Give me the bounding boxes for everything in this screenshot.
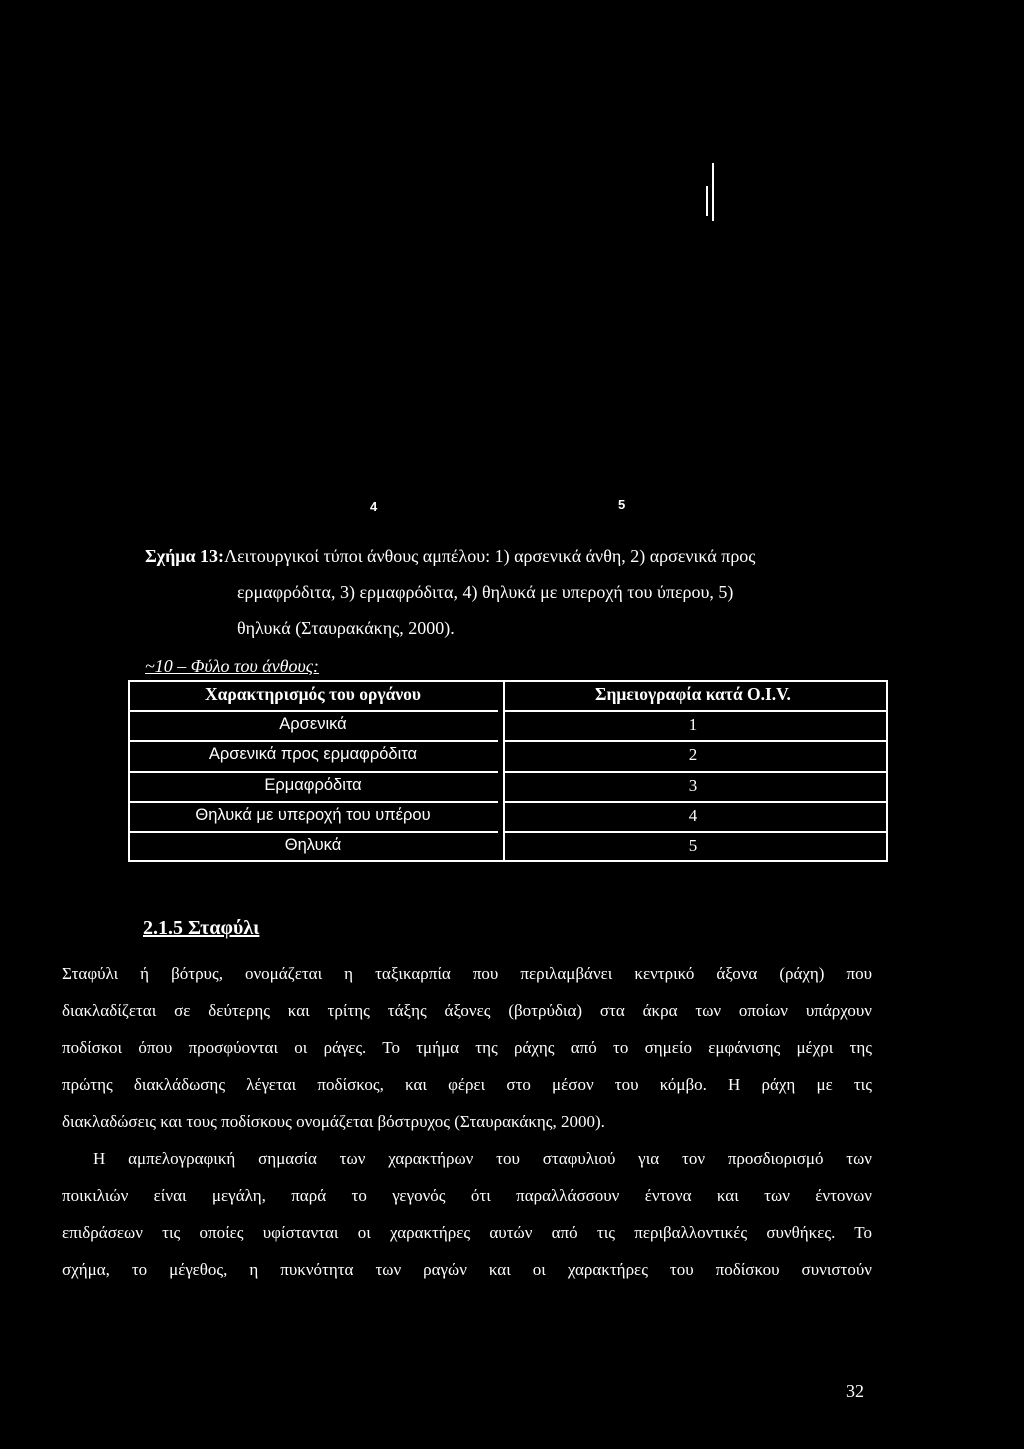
table-cell-organ: Θηλυκά — [284, 836, 342, 854]
paragraph-line: ποικιλιών είναι μεγάλη, παρά το γεγονός ότι παραλλάσσουν έντονα και των έντονων — [62, 1186, 872, 1205]
caption-label: Σχήμα 13: — [145, 546, 225, 566]
scan-mark — [706, 186, 708, 216]
paragraph-line: διακλαδίζεται σε δεύτερης και τρίτης τάξης άξονες (βοτρύδια) στα άκρα των οποίων υπάρχουν — [62, 1001, 872, 1020]
table-cell-organ: Αρσενικά προς ερμαφρόδιτα — [208, 745, 418, 763]
scan-mark — [712, 163, 714, 221]
table-cell-code: 4 — [688, 806, 698, 825]
paragraph-line: σχήμα, το μέγεθος, η πυκνότητα των ραγών και οι χαρακτήρες του ποδίσκου συνιστούν — [62, 1260, 872, 1279]
paragraph-line: διακλαδώσεις και τους ποδίσκους ονομάζεται βόστρυχος (Σταυρακάκης, 2000). — [62, 1112, 605, 1131]
table-cell-organ: Ερμαφρόδιτα — [264, 776, 362, 794]
paragraph-line: Σταφύλι ή βότρυς, ονομάζεται η ταξικαρπία που περιλαμβάνει κεντρικό άξονα (ράχη) που — [62, 964, 872, 983]
flower-sex-table — [128, 680, 888, 860]
table-header-organ: Χαρακτηρισμός του οργάνου — [205, 684, 421, 704]
caption-line-1: Λειτουργικοί τύποι άνθους αμπέλου: 1) αρσενικά άνθη, 2) αρσενικά προς — [224, 546, 756, 566]
page-number: 32 — [846, 1381, 864, 1401]
figure-caption — [145, 542, 755, 571]
paragraph-line: πρώτης διακλάδωσης λέγεται ποδίσκος, και φέρει στο μέσον του κόμβο. Η ράχη με τις — [62, 1075, 872, 1094]
table-cell-organ: Θηλυκά με υπεροχή του υπέρου — [195, 806, 431, 824]
table-cell-code: 5 — [688, 836, 698, 855]
caption-line-3: θηλυκά (Σταυρακάκης, 2000). — [237, 618, 455, 638]
caption-line-2: ερμαφρόδιτα, 3) ερμαφρόδιτα, 4) θηλυκά με υπεροχή του ύπερου, 5) — [237, 582, 734, 602]
table-cell-organ: Αρσενικά — [279, 715, 347, 733]
paragraph-line: Η αμπελογραφική σημασία των χαρακτήρων του σταφυλιού για τον προσδιορισμό των — [93, 1149, 872, 1168]
table-cell-code: 3 — [688, 776, 698, 795]
section-heading: ~10 – Φύλο του άνθους: — [145, 656, 320, 676]
table-header-code: Σημειογραφία κατά Ο.Ι.V. — [595, 684, 791, 704]
table-cell-code: 2 — [688, 745, 698, 764]
figure-label-4: 4 — [370, 499, 378, 514]
paragraph-line: επιδράσεων τις οποίες υφίστανται οι χαρακτήρες αυτών από τις περιβαλλοντικές συνθήκες. Το — [62, 1223, 872, 1242]
figure-label-5: 5 — [618, 497, 626, 512]
subsection-title: 2.1.5 Σταφύλι — [143, 917, 260, 939]
table-cell-code: 1 — [688, 715, 698, 734]
paragraph-line: ποδίσκοι όπου προσφύονται οι ράγες. Το τμήμα της ράχης από το σημείο εμφάνισης μέχρι της — [62, 1038, 872, 1057]
